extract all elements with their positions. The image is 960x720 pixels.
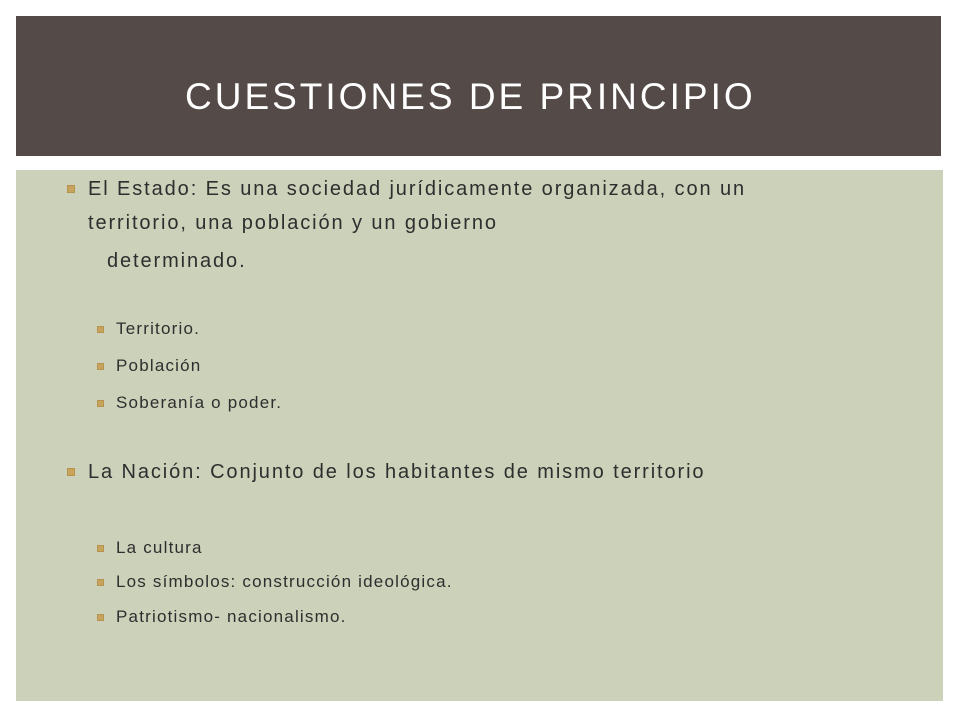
bullet-icon	[97, 545, 104, 552]
bullet-icon	[97, 326, 104, 333]
list-item-estado-line3: determinado.	[107, 250, 247, 272]
bullet-icon	[97, 579, 104, 586]
list-item-nacion: La Nación: Conjunto de los habitantes de mismo territorio	[88, 461, 706, 483]
bullet-icon	[67, 468, 75, 476]
sublist-item: La cultura	[116, 538, 203, 557]
sublist-item: Soberanía o poder.	[116, 393, 283, 412]
sublist-item: Población	[116, 356, 202, 375]
sublist-item: Patriotismo- nacionalismo.	[116, 607, 347, 626]
bullet-icon	[97, 614, 104, 621]
bullet-icon	[67, 185, 75, 193]
list-item-estado-line1: El Estado: Es una sociedad jurídicamente organizada, con un	[88, 178, 746, 200]
sublist-item: Territorio.	[116, 319, 201, 338]
list-item-estado-line2: territorio, una población y un gobierno	[88, 212, 498, 234]
bullet-icon	[97, 400, 104, 407]
slide-title: CUESTIONES DE PRINCIPIO	[185, 76, 756, 117]
sublist-item: Los símbolos: construcción ideológica.	[116, 572, 453, 591]
bullet-icon	[97, 363, 104, 370]
